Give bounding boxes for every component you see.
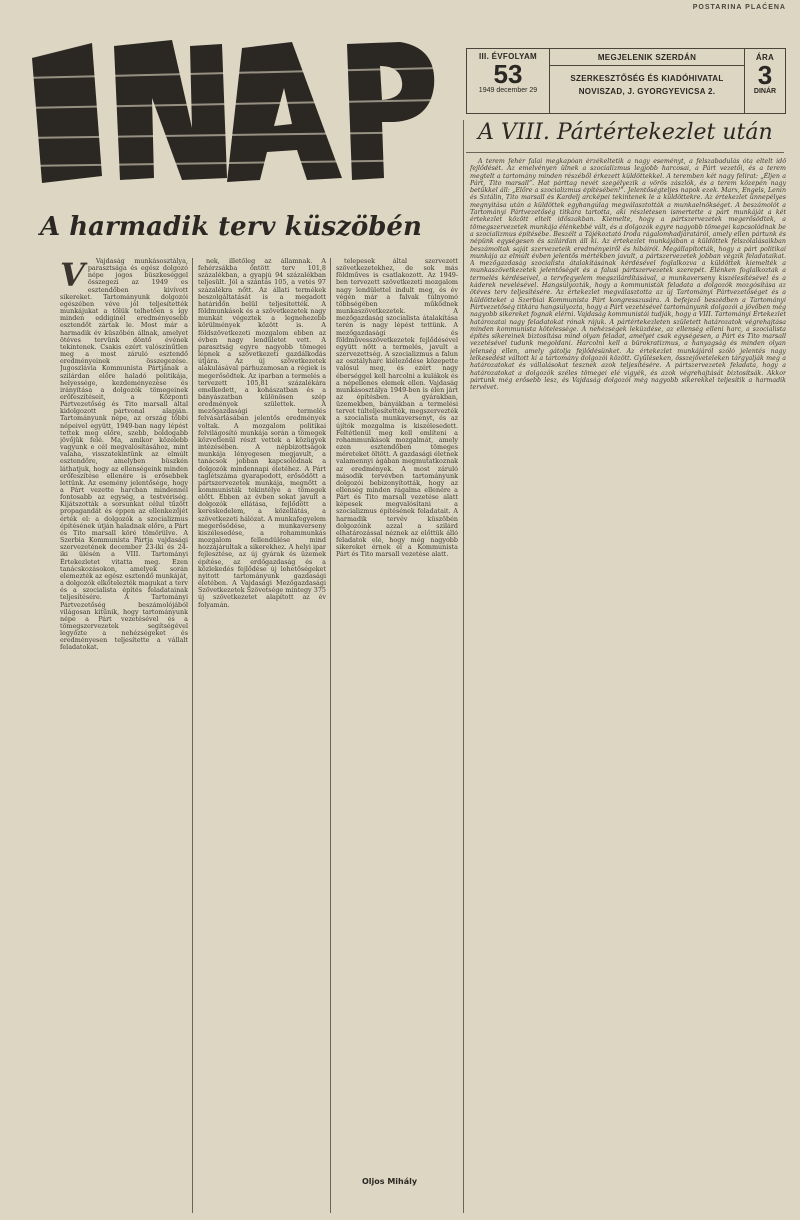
side-article-headline: A VIII. Pártértekezlet után xyxy=(478,120,773,145)
lead-article-text-3: telepesek által szervezett szövetkezetekhez, de sok más földműves is csatlakozott. Az 1949-ben tervezett szövetkezeti mozgalom nagy lendülettel indult meg, és év végén már a falvak túlnyomó többségében működnek munkaszövetkezetek. A mezőgazdaság szocialista átalakítása terén is nagy lépést tettünk. A mezőgazdasági és földművesszövetkezetek fejlődésével együtt nőtt a termelés, javult a szervezettség. A szocializmus a falun az osztályharc kiéleződése közepette valósul meg, és ezért nagy éberséggel kell harcolni a kulákok és a népellenes elemek ellen. Vajdaság munkásosztálya 1949-ben is élen járt az építésben. A gyárakban, üzemekben, bányákban a termelési tervet túlteljesítették, megszervezték a szocialista munkaversenyt, és az újítók mozgalma is kiszélesedett. Feltétlenül meg kell említeni a rohammunkások mozgalmát, amely ezen esztendőben tömeges méreteket öltött. A gazdasági életnek valamennyi ágában megmutatkoznak az eredmények. A most záruló második tervévben tartományunk dolgozói bebizonyították, hogy az ellenség minden rágalma ellenére a Párt és Tito marsall vezetése alatt képesek megvalósítani a szocializmus építésének feladatait. A harmadik tervév küszöbén dolgozóink azzal a szilárd elhatározással néznek az előttük álló feladatok elé, hogy még nagyobb sikereket érnek el a Kommunista Párt és Tito marsall vezetése alatt. xyxy=(336,258,458,559)
author-signature: Oljos Mihály xyxy=(362,1177,418,1186)
price-label: ÁRA xyxy=(755,53,775,62)
volume-label: III. ÉVFOLYAM xyxy=(479,52,537,61)
column-divider-2 xyxy=(330,258,331,1213)
price-panel xyxy=(745,49,785,113)
side-article-column xyxy=(470,158,786,1213)
masthead-logo-graphic xyxy=(22,38,440,188)
price-value: 3 xyxy=(757,60,773,90)
issue-info-box xyxy=(466,48,786,114)
lead-article-column-1 xyxy=(60,258,188,1213)
masthead-logo xyxy=(22,38,440,188)
lead-article-text-1: Vajdaság munkásosztálya, parasztsága és egész dolgozó népe jogos büszkeséggel összegezi az 1949 es esztendőben kivívott sikereket. Tartományunk dolgozói egészében véve jól teljesítették munkájukat a tőlük telhetően s így minden eddiginél eredményesebb esztendőt zártak le. Most már a harmadik év küszöbén állnak, amelyet ötéves tervünk döntő évének tekintenek. Csakis ezért valószínűtlen meg a most záruló esztendő eredményeinek összegezése. Jugoszlávia Kommunista Pártjának a szilárdan előre haladó politikája, helyessége, kezdeményezése és irányítása a dolgozók tömegeinek erőfeszítéseit, a Központi Pártvezetőség és Tito marsall által kidolgozott pártvonal alapján. Tartományunk népe, az ország többi népeivel együtt, 1949-ban nagy lépést tettek meg előre, szebb, boldogabb jövőjük felé. Ma, amikor közelebb vagyunk e cél megvalósításához, mint valaha, visszatekintünk az elmúlt esztendőre, amelyben büszkén láthatjuk, hogy az ellenségeink minden erőfeszítése ellenére is erősebbek lettünk. Az esemény jelentősége, hogy a Párt vezette harcban mindennél fontosabb az egység, a testvériség. Kijátszották a sorsunkat célul tűzött propagandát és éppen az ellenkezőjét érték el: a dolgozók a szocializmus építésének útján haladnak előre, a Párt és Tito marsall köré tömörülve. A Szerbia Kommunista Pártja vajdasági szervezetének december 23-iki és 24-iki ülésén a VIII. Tartományi Értekezletet vitatta meg. Ezen tanácskozásokon, amelyek során elemezték az egész esztendő munkáját, a dolgozók elkötelezték magukat a terv és a szocialista építés feladatainak teljesítésére. A Tartományi Pártvezetőség beszámolójából világosan kitűnik, hogy tartományunk népe a Párt vezetésével és a tömegszervezetek segítségével legyőzte a nehézségeket és eredményesen teljesítette a vállalt feladatokat. xyxy=(60,258,188,652)
lead-article-text-2: nek, illetőleg az államnak. A fehérzsákba öntött terv 101,8 százalékban, a gyapjú 94 százalékban teljesült. Jól a szántás 105, a vetés 97 százalékra nőtt. Az állati termékek beszolgáltatását is a megadott határidőn belül teljesítették. A földmunkások és a szövetkezetek nagy munkát végeztek a legnehezebb körülmények között is. A földszövetkezeti mozgalom ebben az évben nagy lendületet vett. A parasztság egyre nagyobb tömegei lépnek a szövetkezeti gazdálkodás útjára. Az új szövetkezetek alakulásával párhuzamosan a régiek is megerősödtek. Az iparban a termelés a tervezett 105,81 százalékára emelkedett, a kohászatban és a bányászatban különösen szép eredmények születtek. A mezőgazdasági termelés felvásárlásában jelentős eredmények voltak. A mozgalom politikai felvilágosító munkája során a tömegek közvetlenül részt vettek a közügyek intézésében. A népbizottságok munkája lényegesen megjavult, a tanácsok jobban kapcsolódnak a dolgozók mindennapi életéhez. A Párt taglétszáma gyarapodott, erősödött a pártszervezetek munkája, megnőtt a kommunisták tekintélye a tömegek előtt. Ebben az évben sokat javult a dolgozók ellátása, fejlődött a kereskedelem, a közellátás, a szövetkezeti hálózat. A munkafegyelem megerősödése, a munkaverseny kiszélesedése, a rohammunkás mozgalom fellendülése mind hozzájárultak a sikerekhez. A helyi ipar fejlesztése, az új gyárak és üzemek építése, az erdőgazdaság és a közlekedés fejlődése új lehetőségeket nyitott tartományunk gazdasági életében. A Vajdasági Mezőgazdasági Szövetkezetek Szövetsége mintegy 375 új szövetkezetet alapított az év folyamán. xyxy=(198,258,326,609)
editorial-office: SZERKESZTŐSÉG ÉS KIADÓHIVATAL xyxy=(570,74,724,83)
publication-schedule: MEGJELENIK SZERDÁN xyxy=(597,53,697,62)
lead-article-column-2 xyxy=(198,258,326,1213)
section-divider xyxy=(463,120,464,1213)
price-unit: DINÁR xyxy=(753,88,777,95)
postal-note: POSTARINA PLAĆENA xyxy=(692,4,786,11)
column-divider-1 xyxy=(192,258,193,1213)
editorial-panel xyxy=(550,49,745,113)
lead-article-column-3 xyxy=(336,258,458,1168)
issue-number: 53 xyxy=(493,59,523,89)
headline-rule xyxy=(466,152,784,153)
issue-date: 1949 december 29 xyxy=(478,87,538,94)
issue-number-panel xyxy=(467,49,550,113)
editorial-address: NOVISZAD, J. GYORGYEVICSA 2. xyxy=(578,87,716,96)
side-article-text: A terem fehér falai megkapóan érzékeltetik a nagy eseményt, a felszabadulás óta eltelt idő fejlődését. Az emelvényen ülnek a szocializmus legjobb harcosai, a Párt vezetői, és a terem megtelt a tartomány minden részéből érkezett küldöttekkel. A teremben két nagy felirat: „Éljen a Párt, Tito marsall”. Hat párttag nevét szegélyezik a vörös zászlók, és a terem közepén nagy betűkkel áll: „Előre a szocializmus építésében!”. Jelentőségteljes napok ezek. Marx, Engels, Lenin és Sztálin, Tito marsall és Kardelj arcképei tekintenek le a küldöttekre. Az értekezlet ünnepélyes megnyitása után a küldöttek egyhangúlag megválasztották a munkaelnökséget. A beszámolót a Tartományi Pártvezetőség titkára tartotta, aki részletesen ismertette a párt munkáját a két értekezlet között eltelt időszakban. Kiemelte, hogy a pártszervezetek megerősödtek, a tömegszervezetek munkája élénkebbé vált, és a dolgozók egyre nagyobb tömegei kapcsolódnak be a szocializmus építésébe. Beszélt a Tájékoztató Iroda rágalomhadjáratáról, amely ellen pártunk és népünk egységesen és szilárdan áll ki. Az értekezlet munkájában a küldöttek felszólalásaikban beszámoltak saját szervezeteik eredményeiről és hibáiról. Megállapították, hogy a párt politikai munkája az elmúlt évben jelentős mértékben javult, a pártszervezetek jobban végzik feladataikat. A mezőgazdaság szocialista átalakításának kérdésével foglalkozva a küldöttek kiemelték a munkaszövetkezetek jelentőségét és a falusi pártszervezetek szerepét. Élénken foglalkoztak a termelés kérdéseivel, a tervfegyelem megszilárdításával, a munkaverseny kiszélesítésével és a káderek nevelésével. Hangsúlyozták, hogy a kommunisták feladata a dolgozók mozgósítása az ötéves terv teljesítésére. Az értekezlet megválasztotta az új Tartományi Pártvezetőséget és a küldötteket a Szerbiai Kommunista Párt kongresszusára. A befejező beszédben a Tartományi Pártvezetőség titkára hangsúlyozta, hogy a Párt vezetésével tartományunk dolgozói a jövőben még nagyobb sikereket fognak elérni. Vajdaság kommunistái tudják, hogy a VIII. Tartományi Értekezlet határozatai nagy feladatokat rónak rájuk. A pártértekezleten született határozatok végrehajtása minden kommunista kötelessége. A nehézségek leküzdése, az ellenség elleni harc, a szocialista építés sikereinek biztosítása mind olyan feladat, amelyet csak egységesen, a Párt és Tito marsall vezetésével tudunk megoldani. Harcolni kell a bürokratizmus, a hanyagság és minden olyan jelenség ellen, amely gátolja fejlődésünket. Az értekezlet munkájáról szóló jelentés nagy lelkesedést váltott ki a tartomány dolgozói között. Gyűléseken, összejöveteleken tárgyalják meg a határozatokat és vállalásokat tesznek azok teljesítésére. A pártszervezetek feladata, hogy a határozatokat a dolgozók széles tömegei elé vigyék, és azok végrehajtását biztosítsák. Akkor pártunk még erősebb lesz, és Vajdaság dolgozói még nagyobb sikerekkel teljesítik a harmadik tervévet. xyxy=(470,158,786,392)
lead-article-headline: A harmadik terv küszöbén xyxy=(40,212,422,242)
drop-cap: V xyxy=(60,258,85,294)
